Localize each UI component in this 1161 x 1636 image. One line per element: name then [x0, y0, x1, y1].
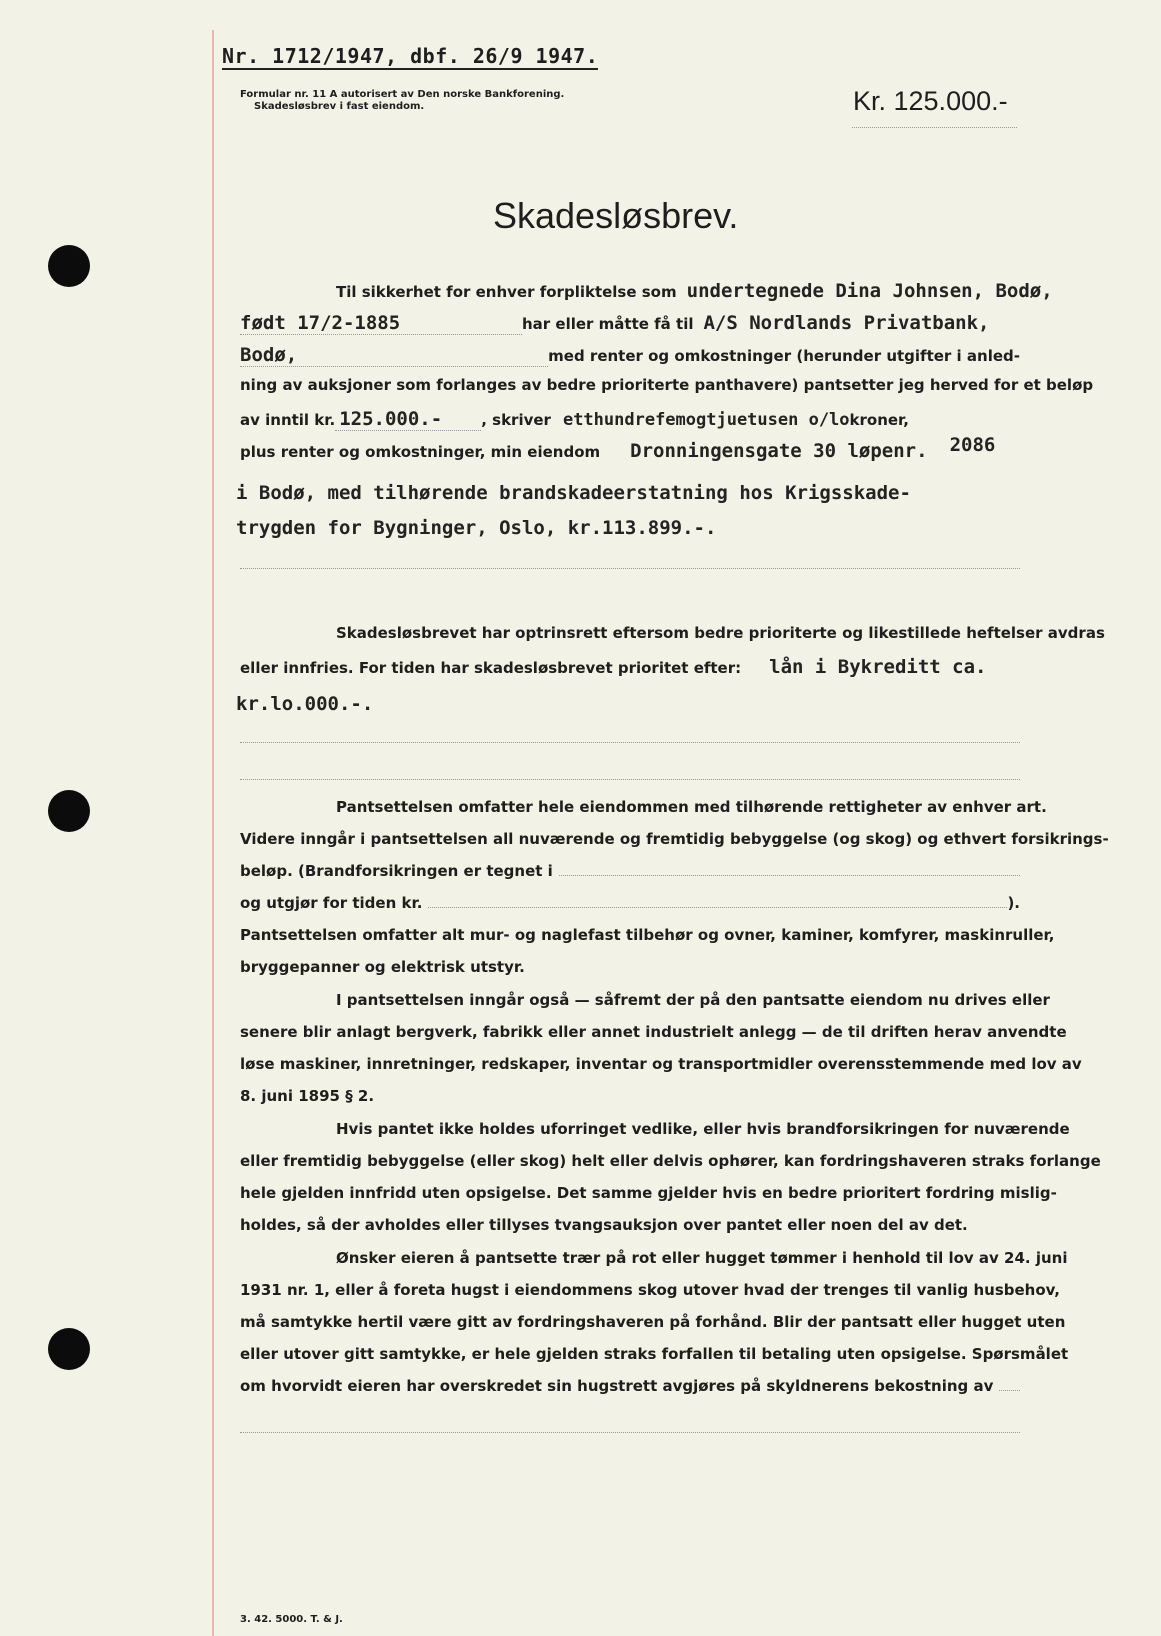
debtor-birthdate: født 17/2-1885 — [240, 312, 522, 335]
intro-line — [240, 408, 1020, 431]
scope-text: ). — [1007, 894, 1020, 912]
industry-line — [240, 1055, 1082, 1073]
industry-text: senere blir anlagt bergverk, fabrikk eller annet industrielt anlegg — de til driften herav anvendte — [240, 1023, 1067, 1041]
timber-text: må samtykke hertil være gitt av fordringshaveren på forhånd. Blir der pantsatt eller hugget uten — [240, 1313, 1066, 1331]
arbiter-fill — [999, 1378, 1020, 1391]
property-number: 2086 — [949, 434, 996, 456]
industry-text: 8. juni 1895 § 2. — [240, 1087, 375, 1105]
maintenance-text: hele gjelden innfridd uten opsigelse. Det samme gjelder hvis en bedre prioritert fordring mislig- — [240, 1184, 1057, 1202]
intro-line — [240, 344, 1020, 367]
timber-text: 1931 nr. 1, eller å foreta hugst i eiendommens skog utover hvad der trenges til vanlig husbehov, — [240, 1281, 1060, 1299]
maintenance-line — [240, 1184, 1057, 1202]
print-code: 3. 42. 5000. T. & J. — [240, 1614, 343, 1625]
intro-text: plus renter og omkostninger, min eiendom — [240, 443, 601, 461]
timber-text: om hvorvidt eieren har overskredet sin hugstrett avgjøres på skyldnerens bekostning av — [240, 1377, 994, 1395]
scope-text: Videre inngår i pantsettelsen all nuværende og fremtidig bebyggelse (og skog) og ethvert forsikrings- — [240, 830, 1109, 848]
blank-rule — [240, 568, 1020, 569]
intro-line — [240, 280, 1053, 302]
timber-line — [240, 1281, 1060, 1299]
property-description: trygden for Bygninger, Oslo, kr.113.899.-. — [236, 517, 717, 539]
insurer-fill — [559, 863, 1020, 876]
intro-line — [240, 376, 1094, 394]
form-note-line: Formular nr. 11 A autorisert av Den norske Bankforening. — [240, 89, 565, 100]
intro-line — [240, 434, 1020, 462]
maintenance-line — [240, 1216, 1020, 1234]
scope-line — [240, 894, 1020, 912]
intro-text: kroner, — [849, 411, 909, 429]
punch-hole — [48, 245, 90, 287]
intro-text: , skriver — [481, 411, 551, 429]
priority-text: eller innfries. For tiden har skadesløsbrevet prioritet efter: — [240, 659, 742, 677]
creditor-name: A/S Nordlands Privatbank, — [703, 312, 990, 334]
insurance-amount-fill — [428, 895, 1007, 908]
property-address: Dronningensgate 30 løpenr. — [630, 440, 928, 462]
timber-text: Ønsker eieren å pantsette trær på rot eller hugget tømmer i henhold til lov av 24. juni — [336, 1249, 1068, 1267]
amount-words: etthundrefemogtjuetusen o/lo — [562, 410, 850, 430]
industry-text: I pantsettelsen inngår også — såfremt der på den pantsatte eiendom nu drives eller — [336, 991, 1050, 1009]
priority-text: Skadesløsbrevet har optrinsrett eftersom bedre prioriterte og likestillede heftelser avdras — [336, 624, 1105, 642]
intro-text: har eller måtte få til — [522, 315, 694, 333]
amount-value: Kr. 125.000.- — [853, 86, 1008, 116]
scope-line — [240, 958, 1020, 976]
timber-line — [240, 1345, 1069, 1363]
maintenance-line — [240, 1152, 1101, 1170]
property-description: i Bodø, med tilhørende brandskadeerstatning hos Krigsskade- — [236, 482, 911, 504]
intro-line — [240, 312, 1020, 335]
intro-text: av inntil kr. — [240, 411, 336, 429]
blank-rule — [240, 779, 1020, 780]
amount-header — [853, 86, 1008, 117]
timber-text: eller utover gitt samtykke, er hele gjelden straks forfallen til betaling uten opsigelse. Spørsmålet — [240, 1345, 1069, 1363]
amount-figures: 125.000.- — [335, 408, 481, 431]
form-note-line: Skadesløsbrev i fast eiendom. — [254, 101, 425, 112]
form-note — [240, 89, 564, 113]
industry-line — [240, 1023, 1067, 1041]
industry-line — [240, 1087, 1020, 1105]
scope-text: Pantsettelsen omfatter hele eiendommen med tilhørende rettigheter av enhver art. — [336, 798, 1047, 816]
scope-line — [240, 862, 1020, 880]
scope-line — [240, 798, 1047, 816]
margin-rule — [212, 30, 214, 1636]
document-title: Skadesløsbrev. — [493, 195, 739, 236]
maintenance-line — [240, 1120, 1070, 1138]
blank-rule — [240, 1432, 1020, 1433]
timber-line — [240, 1249, 1068, 1267]
punch-hole — [48, 790, 90, 832]
serial-number: Nr. 1712/1947, dbf. 26/9 1947. — [222, 44, 599, 68]
creditor-place: Bodø, — [240, 344, 548, 367]
scope-text: beløp. (Brandforsikringen er tegnet i — [240, 862, 553, 880]
intro-text: med renter og omkostninger (herunder utgifter i anled- — [548, 347, 1020, 365]
maintenance-text: holdes, så der avholdes eller tillyses tvangsauksjon over pantet eller noen del av det. — [240, 1216, 968, 1234]
scope-text: Pantsettelsen omfatter alt mur- og naglefast tilbehør og ovner, kaminer, komfyrer, maskinruller, — [240, 926, 1055, 944]
scope-text: bryggepanner og elektrisk utstyr. — [240, 958, 525, 976]
prior-loan-amount: kr.lo.000.-. — [236, 693, 374, 715]
debtor-name: undertegnede Dina Johnsen, Bodø, — [686, 280, 1053, 302]
prior-loan: lån i Bykreditt ca. — [769, 656, 987, 678]
scope-text: og utgjør for tiden kr. — [240, 894, 423, 912]
priority-line — [240, 624, 1105, 642]
industry-text: løse maskiner, innretninger, redskaper, inventar og transportmidler overensstemmende med lov av — [240, 1055, 1082, 1073]
maintenance-text: Hvis pantet ikke holdes uforringet vedlike, eller hvis brandforsikringen for nuværende — [336, 1120, 1070, 1138]
blank-rule — [240, 742, 1020, 743]
industry-line — [240, 991, 1050, 1009]
scope-line — [240, 926, 1055, 944]
maintenance-text: eller fremtidig bebyggelse (eller skog) helt eller delvis ophører, kan fordringshaveren straks forlange — [240, 1152, 1101, 1170]
intro-text: Til sikkerhet for enhver forpliktelse som — [336, 283, 677, 301]
amount-rule — [852, 127, 1017, 128]
scope-line — [240, 830, 1109, 848]
timber-line — [240, 1377, 1020, 1395]
priority-line — [240, 656, 1020, 678]
timber-line — [240, 1313, 1066, 1331]
intro-text: ning av auksjoner som forlanges av bedre prioriterte panthavere) pantsetter jeg herved for et beløp — [240, 376, 1094, 394]
punch-hole — [48, 1328, 90, 1370]
